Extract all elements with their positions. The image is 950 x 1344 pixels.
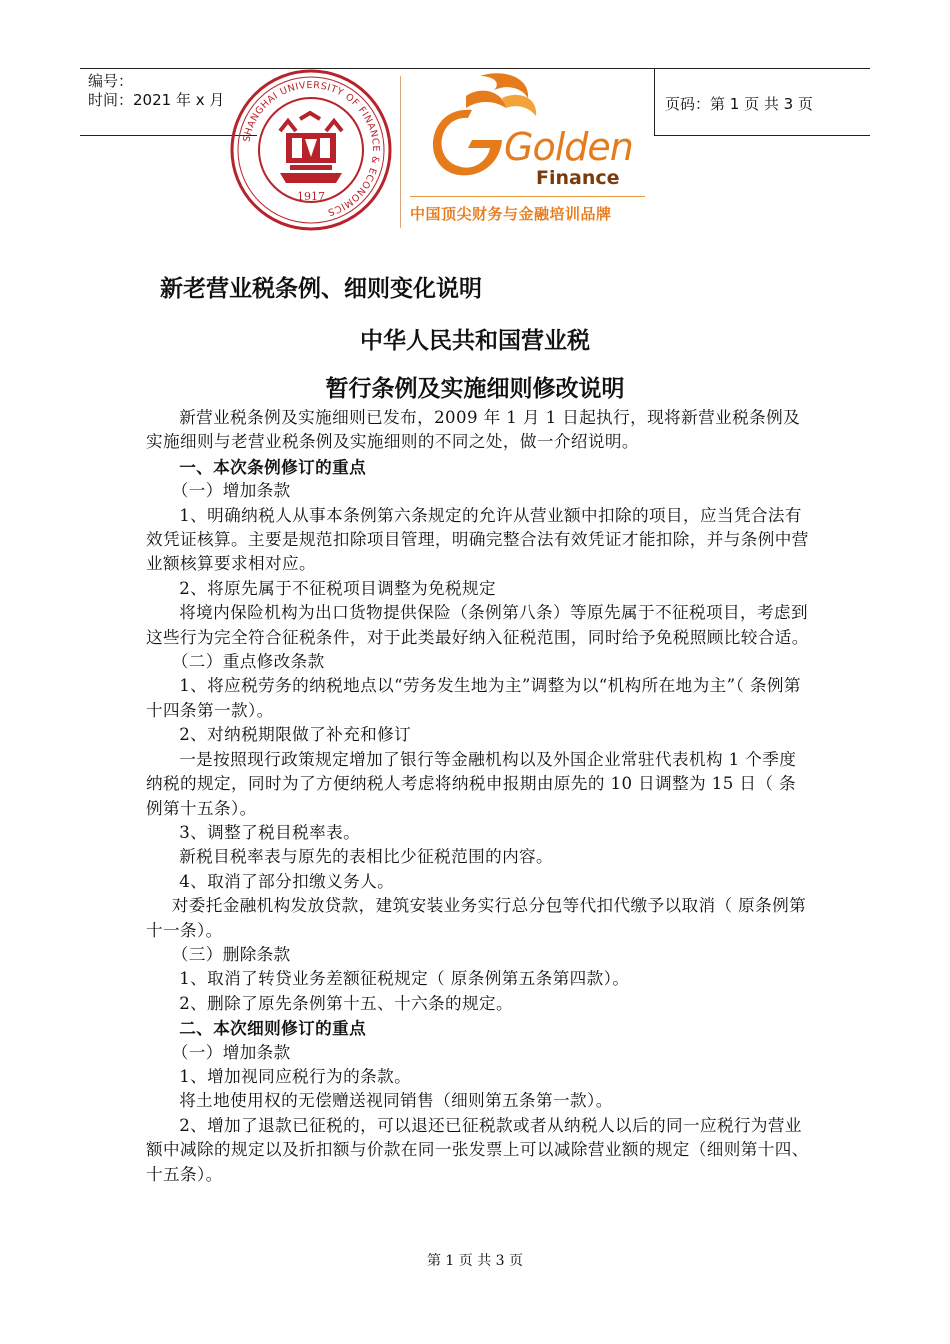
section-heading-2: 二、本次细则修订的重点: [179, 1018, 367, 1039]
subtitle-line-2: 暂行条例及实施细则修改说明: [325, 375, 625, 402]
header-divider: [654, 68, 655, 136]
section-heading-1: 一、本次条例修订的重点: [179, 456, 367, 477]
subsection-heading: （一）增加条款: [171, 1042, 291, 1062]
logo-word: Golden: [504, 125, 633, 169]
paragraph: 1、将应税劳务的纳税地点以“劳务发生地为主”调整为以“机构所在地为主”（ 条例第十四条第一款）。: [146, 676, 801, 720]
paragraph: 2、增加了退款已征税的，可以退还已征税款或者从纳税人以后的同一应税行为营业额中减除的规定以及折扣额与价款在同一张发票上可以减除营业额的规定（细则第十四、十五条）。: [146, 1115, 809, 1184]
paragraph: 4、取消了部分扣缴义务人。: [179, 871, 395, 891]
logo-sub: Finance: [536, 167, 620, 189]
page-footer: 第 1 页 共 3 页: [426, 1253, 524, 1269]
paragraph: 2、对纳税期限做了补充和修订: [179, 725, 412, 745]
logo-rule: [410, 196, 645, 197]
paragraph: 一是按照现行政策规定增加了银行等金融机构以及外国企业常驻代表机构 1 个季度纳税的规定，同时为了方便纳税人考虑将纳税申报期由原先的 10 日调整为 15 日（ 条例第十五条）。: [146, 749, 797, 818]
document-time: 时间：2021 年 x 月: [88, 91, 225, 109]
seal-year: 1917: [297, 190, 325, 203]
paragraph: 将境内保险机构为出口货物提供保险（条例第八条）等原先属于不征税项目，考虑到这些行为完全符合征税条件，对于此类最好纳入征税范围，同时给予免税照顾比较合适。: [146, 603, 809, 647]
paragraph: 1、明确纳税人从事本条例第六条规定的允许从营业额中扣除的项目，应当凭合法有效凭证核算。主要是规范扣除项目管理，明确完整合法有效凭证才能扣除，并与条例中营业额核算要求相对应。: [146, 505, 809, 574]
paragraph: 2、将原先属于不征税项目调整为免税规定: [179, 578, 497, 598]
university-seal-logo: [230, 69, 392, 231]
main-title: 新老营业税条例、细则变化说明: [160, 275, 482, 302]
subtitle-line-1: 中华人民共和国营业税: [360, 327, 590, 354]
logo-slogan: 中国顶尖财务与金融培训品牌: [410, 205, 612, 223]
paragraph: 对委托金融机构发放贷款，建筑安装业务实行总分包等代扣代缴予以取消（ 原条例第十一条）。: [146, 896, 807, 940]
paragraph: 2、删除了原先条例第十五、十六条的规定。: [179, 993, 514, 1013]
document-body: [146, 406, 810, 1187]
logo-divider: [400, 76, 401, 228]
paragraph: 新税目税率表与原先的表相比少征税范围的内容。: [179, 847, 554, 867]
paragraph: 将土地使用权的无偿赠送视同销售（细则第五条第一款）。: [179, 1091, 613, 1111]
header-meta: [88, 72, 224, 110]
paragraph: 3、调整了税目税率表。: [179, 822, 361, 842]
header-bottom-rule-right: [655, 135, 870, 136]
subsection-heading: （一）增加条款: [171, 481, 291, 501]
paragraph: 1、取消了转贷业务差额征税规定（ 原条例第五条第四款）。: [179, 969, 630, 989]
paragraph: 1、增加视同应税行为的条款。: [179, 1066, 412, 1086]
header-page-number: 页码：第 1 页 共 3 页: [665, 95, 813, 113]
document-number: 编号：: [88, 72, 134, 90]
seal-ring-text: SHANGHAI UNIVERSITY OF FINANCE & ECONOMICS: [241, 79, 382, 218]
subsection-heading: （二）重点修改条款: [171, 652, 325, 672]
subsection-heading: （三）删除条款: [171, 944, 291, 964]
intro-paragraph: 新营业税条例及实施细则已发布，2009 年 1 月 1 日起执行，现将新营业税条例及实施细则与老营业税条例及实施细则的不同之处，做一介绍说明。: [146, 408, 801, 452]
